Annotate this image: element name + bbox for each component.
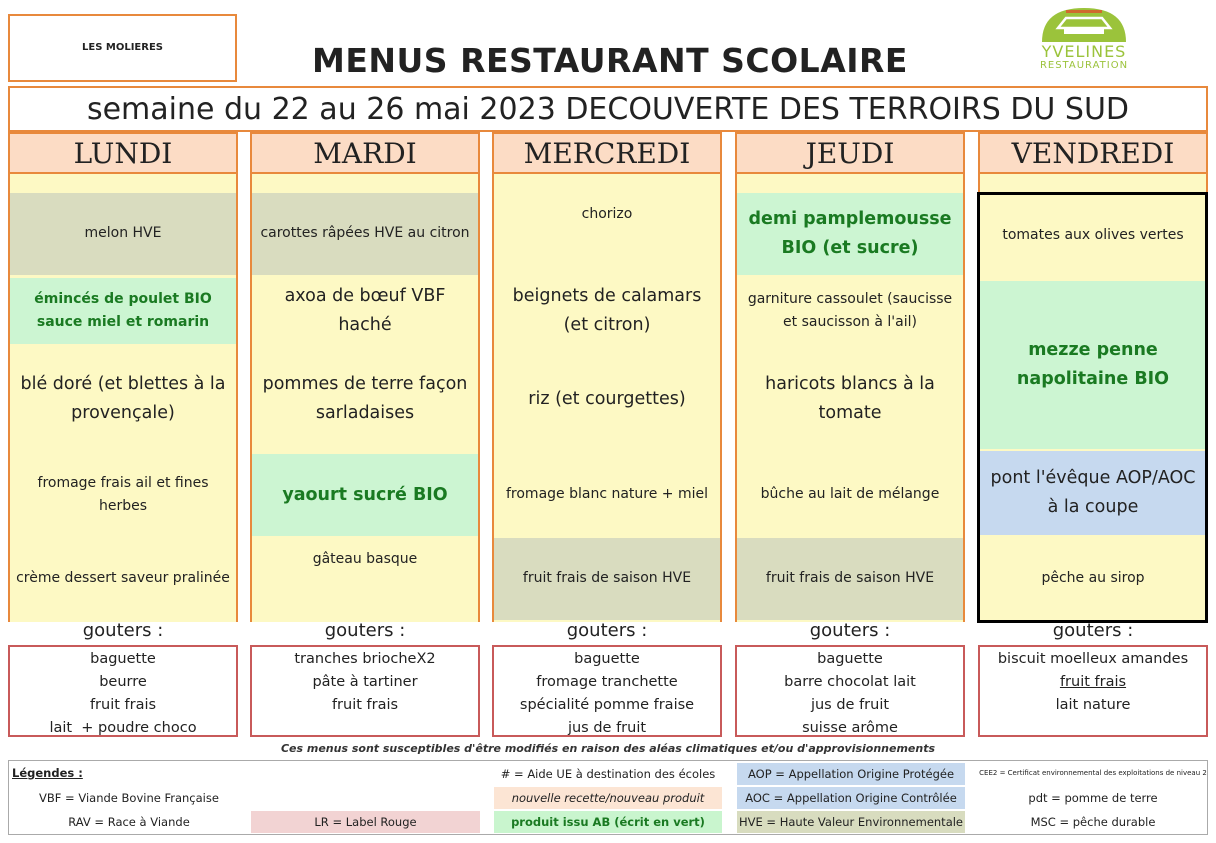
menu-dessert-vendredi: pêche au sirop	[1041, 570, 1145, 587]
gouter-item: suisse arôme	[802, 720, 898, 736]
column-divider	[492, 132, 494, 622]
column-divider	[735, 132, 737, 622]
gouter-item: barre chocolat lait	[784, 674, 916, 690]
day-header-lundi: LUNDI	[8, 132, 238, 174]
day-column-mercredi	[492, 132, 722, 622]
week-title: semaine du 22 au 26 mai 2023 DECOUVERTE DES TERROIRS DU SUD	[8, 86, 1208, 132]
day-header-vendredi: VENDREDI	[978, 132, 1208, 174]
gouter-item: beurre	[99, 674, 147, 690]
gouter-item: fruit frais	[331, 697, 399, 713]
gouters-label-mardi: gouters :	[324, 620, 406, 641]
logo-dome-icon	[1028, 4, 1140, 44]
menu-starter-jeudi: demi pamplemousse BIO (et sucre)	[737, 193, 963, 275]
menu-main-mardi: axoa de bœuf VBF haché	[284, 286, 446, 335]
gouter-item: fruit frais	[1059, 674, 1127, 690]
gouters-box-mercredi	[492, 645, 722, 737]
menu-dessert-jeudi: fruit frais de saison HVE	[737, 538, 963, 620]
gouter-item: jus de fruit	[567, 720, 647, 736]
column-divider	[8, 132, 10, 622]
menu-side-mercredi: riz (et courgettes)	[528, 388, 686, 409]
legend-lr: LR = Label Rouge	[251, 811, 480, 833]
gouters-box-jeudi	[735, 645, 965, 737]
gouter-item: baguette	[574, 651, 640, 667]
day-header-mardi: MARDI	[250, 132, 480, 174]
gouters-label-jeudi: gouters :	[809, 620, 891, 641]
legend-rav: RAV = Race à Viande	[68, 815, 190, 829]
menu-starter-mercredi: chorizo	[581, 206, 633, 222]
menu-main-mercredi: beignets de calamars (et citron)	[512, 286, 702, 335]
column-divider	[963, 132, 965, 622]
legend-aoc: AOC = Appellation Origine Contrôlée	[737, 787, 965, 809]
logo-text-yvelines: YVELINES	[1041, 42, 1127, 61]
menu-dairy-jeudi: bûche au lait de mélange	[760, 486, 940, 503]
school-name: LES MOLIERES	[82, 41, 163, 53]
menu-starter-mardi: carottes râpées HVE au citron	[252, 193, 478, 275]
menu-starter-vendredi: tomates aux olives vertes	[1002, 227, 1184, 244]
gouter-item: fromage tranchette	[536, 674, 678, 690]
menu-dairy-mardi: yaourt sucré BIO	[252, 454, 478, 536]
menu-side-mardi: pommes de terre façon sarladaises	[262, 374, 468, 423]
gouter-item: baguette	[90, 651, 156, 667]
gouters-label-mercredi: gouters :	[566, 620, 648, 641]
legend-aide-ue: # = Aide UE à destination des écoles	[500, 767, 716, 781]
gouters-label-lundi: gouters :	[82, 620, 164, 641]
menu-dessert-lundi: crème dessert saveur pralinée	[16, 570, 230, 587]
menu-side-lundi: blé doré (et blettes à la provençale)	[20, 374, 226, 423]
day-column-lundi	[8, 132, 238, 622]
gouter-item: baguette	[817, 651, 883, 667]
menu-starter-lundi: melon HVE	[10, 193, 236, 275]
gouter-item: tranches briocheX2	[294, 651, 436, 667]
logo	[1028, 4, 1140, 74]
legend-bio: produit issu AB (écrit en vert)	[494, 811, 722, 833]
gouters-label-vendredi: gouters :	[1052, 620, 1134, 641]
gouter-item: lait nature	[1055, 697, 1131, 713]
legend-aop: AOP = Appellation Origine Protégée	[737, 763, 965, 785]
menu-main-jeudi: garniture cassoulet (saucisse et saucisson à l'ail)	[747, 290, 953, 330]
gouters-box-vendredi	[978, 645, 1208, 737]
column-divider	[720, 132, 722, 622]
gouter-item: jus de fruit	[810, 697, 890, 713]
legend-msc: MSC = pêche durable	[1030, 815, 1156, 829]
day-header-jeudi: JEUDI	[735, 132, 965, 174]
disclaimer: Ces menus sont susceptibles d'être modifiés en raison des aléas climatiques et/ou d'approvisionnements	[280, 741, 936, 755]
legend-hve: HVE = Haute Valeur Environnementale	[737, 811, 965, 833]
menu-dessert-mardi: gâteau basque	[312, 551, 418, 567]
column-divider	[250, 132, 252, 622]
legend	[8, 760, 1208, 835]
day-header-mercredi: MERCREDI	[492, 132, 722, 174]
menu-dairy-lundi: fromage frais ail et fines herbes	[37, 474, 209, 514]
gouter-item: biscuit moelleux amandes	[997, 651, 1189, 667]
column-divider	[236, 132, 238, 622]
legend-vbf: VBF = Viande Bovine Française	[39, 791, 219, 805]
gouter-item: lait + poudre choco	[49, 720, 197, 736]
menu-main-lundi: émincés de poulet BIO sauce miel et romarin	[10, 278, 236, 344]
legend-nouvelle-recette: nouvelle recette/nouveau produit	[494, 787, 722, 809]
menu-side-jeudi: haricots blancs à la tomate	[765, 374, 935, 423]
menu-dairy-mercredi: fromage blanc nature + miel	[505, 486, 709, 503]
gouter-item: pâte à tartiner	[312, 674, 418, 690]
legend-cee2: CEE2 = Certificat environnemental des exploitations de niveau 2	[979, 769, 1207, 778]
menu-dairy-vendredi: pont l'évêque AOP/AOC à la coupe	[980, 451, 1206, 535]
page-title: MENUS RESTAURANT SCOLAIRE	[312, 40, 908, 80]
gouters-box-lundi	[8, 645, 238, 737]
school-name-box	[8, 14, 237, 82]
legend-pdt: pdt = pomme de terre	[1028, 791, 1158, 805]
day-column-jeudi	[735, 132, 965, 622]
friday-highlight-frame	[977, 192, 1208, 623]
day-column-mardi	[250, 132, 480, 622]
column-divider	[478, 132, 480, 622]
gouters-box-mardi	[250, 645, 480, 737]
gouter-item: spécialité pomme fraise	[519, 697, 695, 713]
logo-text-restauration: RESTAURATION	[1039, 60, 1129, 71]
menu-dessert-mercredi: fruit frais de saison HVE	[494, 538, 720, 620]
legend-title: Légendes :	[12, 766, 83, 780]
gouter-item: fruit frais	[89, 697, 157, 713]
menu-main-vendredi: mezze penne napolitaine BIO	[980, 281, 1206, 449]
